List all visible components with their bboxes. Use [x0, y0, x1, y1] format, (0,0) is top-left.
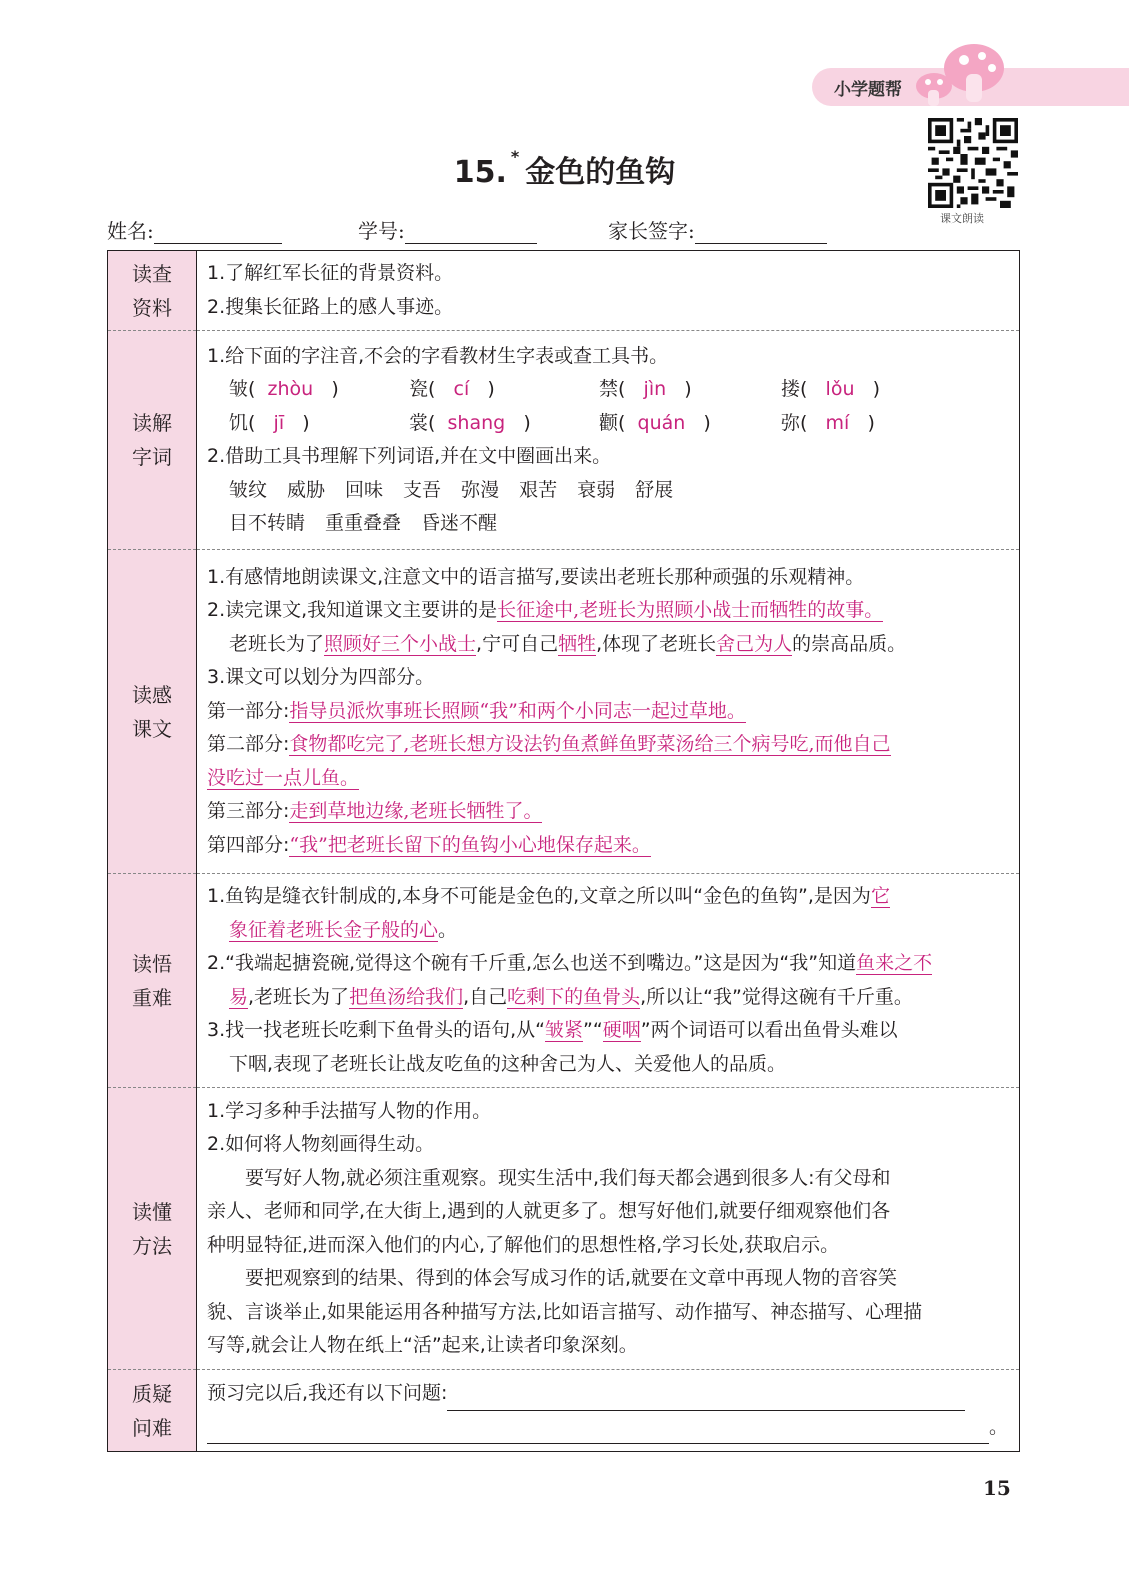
pinyin-answer[interactable]: quán [637, 411, 686, 434]
optional-star: * [510, 147, 520, 166]
section-label: 读感 课文 [108, 550, 197, 874]
parent-signature-blank[interactable] [695, 225, 827, 244]
section-label: 质疑 问难 [108, 1370, 197, 1452]
student-id-field[interactable]: 学号: [358, 215, 537, 244]
answer-text[interactable]: 皱紧 [545, 1019, 584, 1041]
vocab-word: 威胁 [287, 478, 326, 501]
answer-text[interactable]: 牺牲 [558, 632, 597, 655]
answer-text[interactable]: 硬咽 [602, 1019, 641, 1041]
word-list [207, 474, 1009, 508]
page-number: 15 [983, 1476, 1011, 1500]
vocab-word: 重重叠叠 [325, 512, 402, 534]
vocab-word: 回味 [345, 478, 384, 501]
parent-signature-field[interactable]: 家长签字: [608, 215, 827, 244]
name-field[interactable]: 姓名: [107, 215, 282, 244]
section-reading [108, 550, 1020, 874]
lesson-number: 15. [453, 155, 507, 190]
pinyin-answer[interactable]: shang [447, 411, 506, 434]
lesson-title: 金色的鱼钩 [525, 155, 676, 190]
vocab-word: 皱纹 [229, 478, 268, 501]
answer-text[interactable]: 舍己为人 [716, 632, 793, 655]
mushroom-icon [912, 38, 1012, 108]
pinyin-answer[interactable]: lǒu [825, 378, 855, 400]
vocab-word: 艰苦 [519, 478, 558, 501]
answer-text[interactable]: 走到草地边缘,老班长牺牲了。 [289, 800, 543, 823]
section-content: 1.有感情地朗读课文,注意文中的语言描写,要读出老班长那种顽强的乐观精神。 2.读完课文,我知道课文主要讲的是长征途中,老班长为照顾小战士而牺牲的故事。 老班长为了照顾好三个小战士,宁可自己牺牲,体现了老班长舍己为人的崇高品质。 3.课文可以划分为四部分。 第一部分:指导员派炊事班长照顾“我”和两个小同志一起过草地。 第二部分:食物都吃完了,老班长想方设法钓鱼煮鲜鱼野菜汤给三个病号吃,而他自己 没吃过一点儿鱼。 第三部分:走到草地边缘,老班长牺牲了。 第四部分:“我”把老班长留下的鱼钩小心地保存起来。 [197, 550, 1020, 874]
section-label: 读懂 方法 [108, 1088, 197, 1370]
student-id-blank[interactable] [405, 225, 537, 244]
section-key-points [108, 874, 1020, 1088]
section-label: 读查 资料 [108, 251, 197, 331]
answer-text[interactable]: 长征途中,老班长为照顾小战士而牺牲的故事。 [497, 599, 884, 622]
section-vocabulary [108, 331, 1020, 550]
pinyin-row: 饥( jī ) 裳( shang ) 颧( quán ) 弥( mí ) [229, 411, 875, 434]
answer-text[interactable]: 鱼来之不 [856, 952, 933, 974]
section-label: 读解 字词 [108, 331, 197, 550]
brand-name: 小学题帮 [834, 80, 902, 100]
section-questions [108, 1370, 1020, 1452]
word-list [207, 507, 1009, 541]
section-content: 1.给下面的字注音,不会的字看教材生字表或查工具书。 皱( zhòu ) 瓷( cí ) 禁( jìn ) 搂( lǒu ) 饥( jī ) 裳( shang ) 颧( quán ) 弥( mí ) 2.借助工具书理解下列词语,并在文中圈画出来。 皱纹 威胁 回味 支吾 弥漫 艰苦 衰弱 舒展 目不转睛 重重叠叠 昏迷不醒 [197, 331, 1020, 550]
preview-table [107, 250, 1020, 1452]
answer-text[interactable]: 吃剩下的鱼骨头 [507, 985, 641, 1008]
section-content: 1.学习多种手法描写人物的作用。 2.如何将人物刻画得生动。 要写好人物,就必须注重观察。现实生活中,我们每天都会遇到很多人:有父母和 亲人、老师和同学,在大街上,遇到的人就更多了。想写好他们,就要仔细观察他们各 种明显特征,进而深入他们的内心,了解他们的思想性格,学习长处,获取启示。 要把观察到的结果、得到的体会写成习作的话,就要在文章中再现人物的音容笑 貌、言谈举止,如果能运用各种描写方法,比如语言描写、动作描写、神态描写、心理描 写等,就会让人物在纸上“活”起来,让读者印象深刻。 [197, 1088, 1020, 1370]
vocab-word: 衰弱 [577, 478, 616, 501]
answer-text[interactable]: 象征着老班长金子般的心 [229, 918, 439, 941]
vocab-word: 目不转睛 [229, 512, 306, 534]
section-research [108, 251, 1020, 331]
answer-text[interactable]: “我”把老班长留下的鱼钩小心地保存起来。 [289, 833, 651, 856]
page-title [0, 147, 1129, 191]
section-label: 读悟 重难 [108, 874, 197, 1088]
brand-header [0, 0, 1129, 120]
answer-text[interactable]: 易 [229, 985, 249, 1008]
question-blank[interactable] [207, 1421, 989, 1444]
pinyin-row: 皱( zhòu ) 瓷( cí ) 禁( jìn ) 搂( lǒu ) [229, 378, 881, 400]
vocab-word: 昏迷不醒 [421, 512, 498, 534]
section-methods [108, 1088, 1020, 1370]
section-content: 1.了解红军长征的背景资料。 2.搜集长征路上的感人事迹。 [207, 262, 454, 318]
vocab-word: 弥漫 [461, 478, 500, 501]
section-content: 1.鱼钩是缝衣针制成的,本身不可能是金色的,文章之所以叫“金色的鱼钩”,是因为它 象征着老班长金子般的心。 2.“我端起搪瓷碗,觉得这个碗有千斤重,怎么也送不到嘴边。”这是因为“我”知道鱼来之不 易,老班长为了把鱼汤给我们,自己吃剩下的鱼骨头,所以让“我”觉得这碗有千斤重。 3.找一找老班长吃剩下鱼骨头的语句,从“皱紧”“硬咽”两个词语可以看出鱼骨头难以 下咽,表现了老班长让战友吃鱼的这种舍己为人、关爱他人的品质。 [197, 874, 1020, 1088]
vocab-word: 舒展 [635, 478, 674, 501]
pinyin-answer[interactable]: cí [453, 378, 470, 400]
answer-text[interactable]: 照顾好三个小战士 [324, 632, 477, 655]
pinyin-answer[interactable]: jī [273, 411, 285, 434]
answer-text[interactable]: 没吃过一点儿鱼。 [207, 766, 360, 789]
pinyin-answer[interactable]: zhòu [267, 378, 314, 400]
vocab-word: 支吾 [403, 478, 442, 501]
section-content: 预习完以后,我还有以下问题: 。 [197, 1370, 1020, 1452]
name-blank[interactable] [154, 225, 282, 244]
answer-text[interactable]: 把鱼汤给我们 [349, 985, 464, 1008]
answer-text[interactable]: 它 [870, 885, 890, 907]
question-blank[interactable] [447, 1388, 965, 1411]
answer-text[interactable]: 指导员派炊事班长照顾“我”和两个小同志一起过草地。 [289, 699, 746, 722]
qr-caption: 课文朗读 [940, 212, 984, 225]
answer-text[interactable]: 食物都吃完了,老班长想方设法钓鱼煮鲜鱼野菜汤给三个病号吃,而他自己 [289, 733, 891, 756]
pinyin-answer[interactable]: mí [825, 411, 850, 434]
pinyin-answer[interactable]: jìn [643, 378, 667, 400]
